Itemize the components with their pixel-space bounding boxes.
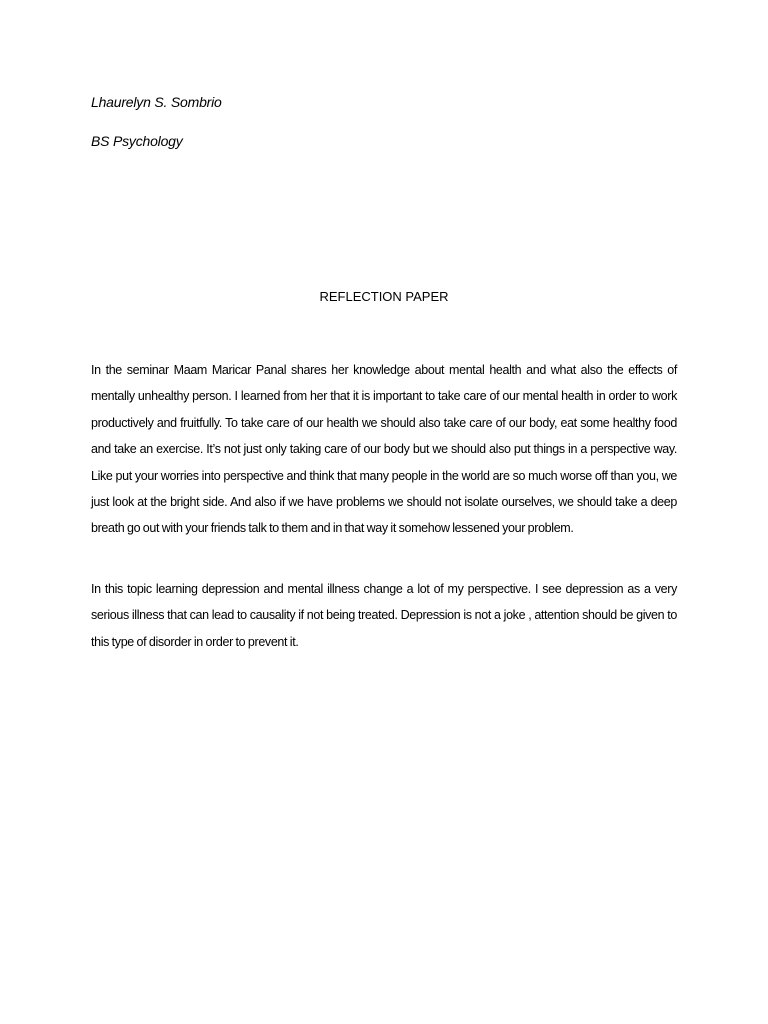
document-title: REFLECTION PAPER (319, 289, 449, 304)
body-paragraph-1: In the seminar Maam Maricar Panal shares her knowledge about mental health and what also the effects of mentally unhealthy person. I learned from her that it is important to take care of our mental health in order to work productively and fruitfully. To take care of our health we should also take care of our body, eat some healthy food and take an exercise. It’s not just only taking care of our body but we should also put things in a perspective way. Like put your worries into perspective and think that many people in the world are so much worse off than you, we just look at the bright side. And also if we have problems we should not isolate ourselves, we should take a deep breath go out with your friends talk to them and in that way it somehow lessened your problem. (91, 363, 677, 536)
program-name: BS Psychology (91, 133, 183, 149)
body-paragraph-2: In this topic learning depression and mental illness change a lot of my perspective. I see depression as a very serious illness that can lead to causality if not being treated. Depression is not a joke , attention should be given to this type of disorder in order to prevent it. (91, 582, 677, 649)
author-name: Lhaurelyn S. Sombrio (91, 94, 222, 110)
